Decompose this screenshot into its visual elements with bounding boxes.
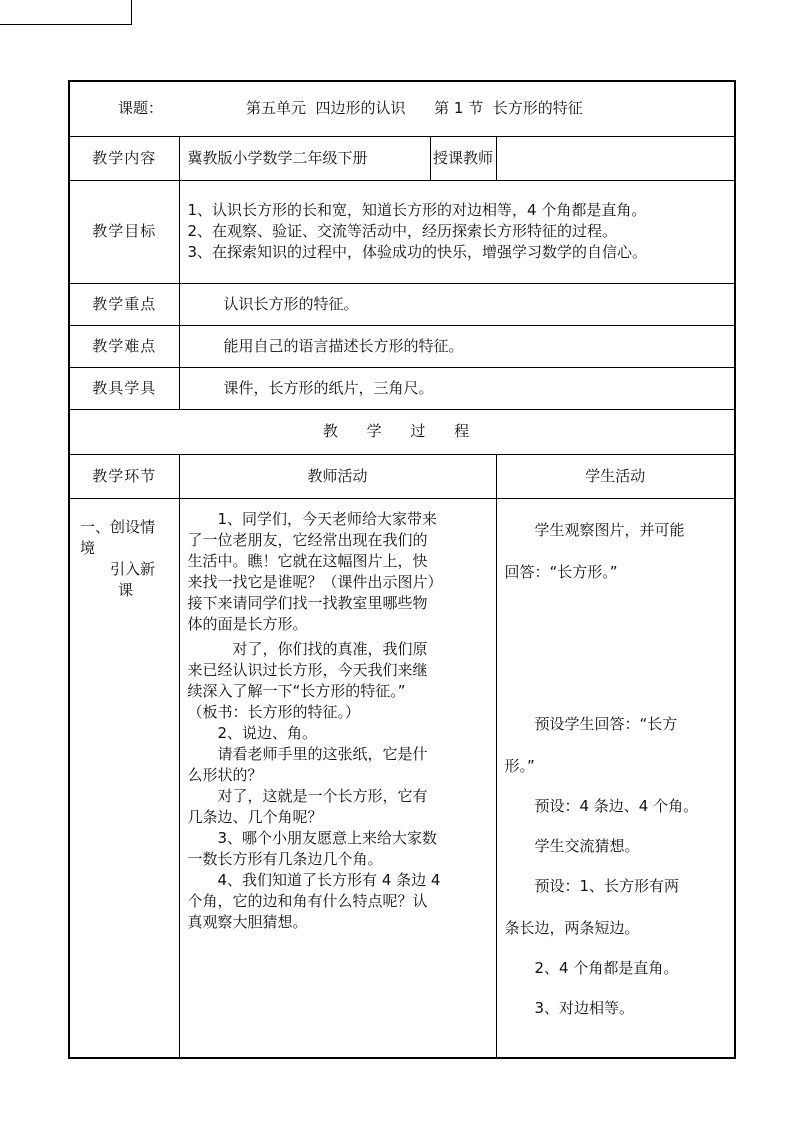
- student-line: 条长边，两条短边。: [504, 918, 640, 937]
- difficulty-label: 教学难点: [69, 325, 179, 367]
- goals-label: 教学目标: [69, 180, 179, 283]
- topic-text: 第五单元 四边形的认识 第 1 节 长方形的特征: [246, 99, 583, 118]
- teacher-line: 来找一找它是谁呢？（课件出示图片）: [187, 572, 443, 591]
- process-title-row: [69, 409, 735, 454]
- student-line: 3、对边相等。: [504, 998, 635, 1017]
- teacher-value: [496, 136, 735, 180]
- teacher-line: 几条边、几个角呢？: [187, 807, 323, 826]
- header-teacher-activity: 教师活动: [179, 454, 496, 498]
- student-line: 形。”: [504, 756, 535, 775]
- tools-label: 教具学具: [69, 367, 179, 409]
- teacher-line: 一数长方形有几条边几个角。: [187, 849, 383, 868]
- teacher-line: 来已经认识过长方形，今天我们来继: [187, 660, 428, 679]
- teacher-line: 个角，它的边和角有什么特点呢？认: [187, 891, 428, 910]
- teacher-line: （板书：长方形的特征。）: [187, 702, 361, 721]
- student-activity-cell: [496, 498, 735, 1058]
- goal-item: 2、在观察、验证、交流等活动中，经历探索长方形特征的过程。: [187, 222, 618, 240]
- teacher-line: 3、哪个小朋友愿意上来给大家数: [187, 828, 438, 847]
- process-title: 教 学 过 程: [69, 409, 735, 454]
- stage-line: 一、创设情: [80, 517, 156, 536]
- process-header-row: [69, 454, 735, 498]
- stage-line: 境: [80, 538, 96, 557]
- process-body-row: [69, 498, 735, 1058]
- key-point-row: [69, 283, 735, 325]
- teacher-line: 体的面是长方形。: [187, 614, 308, 633]
- goals-list: [179, 180, 735, 283]
- student-line: 2、4 个角都是直角。: [504, 958, 679, 977]
- corner-frame: [0, 0, 132, 25]
- content-label: 教学内容: [69, 136, 179, 180]
- teacher-line: 真观察大胆猜想。: [187, 912, 308, 931]
- student-line: 学生观察图片，并可能: [504, 520, 685, 539]
- header-student-activity: 学生活动: [496, 454, 735, 498]
- tools-value: 课件，长方形的纸片，三角尺。: [179, 367, 735, 409]
- stage-line: 引入新: [110, 559, 156, 578]
- content-row: [69, 136, 735, 180]
- student-line: 预设：4 条边、4 个角。: [504, 796, 699, 815]
- tools-row: [69, 367, 735, 409]
- teacher-line: 对了，这就是一个长方形，它有: [187, 786, 428, 805]
- content-value: 冀教版小学数学二年级下册: [179, 136, 430, 180]
- teacher-line: 生活中。瞧！它就在这幅图片上，快: [187, 551, 428, 570]
- teacher-activity-cell: [179, 498, 496, 1058]
- goal-item: 1、认识长方形的长和宽，知道长方形的对边相等，4 个角都是直角。: [187, 201, 647, 219]
- teacher-line: 么形状的？: [187, 765, 263, 784]
- teacher-line: 接下来请同学们找一找教室里哪些物: [187, 593, 428, 612]
- student-line: 学生交流猜想。: [504, 836, 640, 855]
- topic-row: [69, 81, 735, 136]
- difficulty-value: 能用自己的语言描述长方形的特征。: [179, 325, 735, 367]
- goals-row: [69, 180, 735, 283]
- key-point-label: 教学重点: [69, 283, 179, 325]
- teacher-line: 了一位老朋友，它经常出现在我们的: [187, 530, 428, 549]
- stage-cell: [69, 498, 179, 1058]
- teacher-line: 4、我们知道了长方形有 4 条边 4: [187, 870, 441, 889]
- teacher-line: 2、说边、角。: [187, 723, 318, 742]
- student-line: 回答：“长方形。”: [504, 562, 618, 581]
- goal-item: 3、在探索知识的过程中，体验成功的快乐，增强学习数学的自信心。: [187, 243, 648, 261]
- difficulty-row: [69, 325, 735, 367]
- student-line: 预设学生回答：“长方: [504, 714, 678, 733]
- lesson-plan-table: [68, 80, 736, 1059]
- header-stage: 教学环节: [69, 454, 179, 498]
- topic-label: 课题：: [118, 99, 164, 118]
- teacher-line: 对了，你们找的真准，我们原: [187, 639, 428, 658]
- teacher-line: 请看老师手里的这张纸，它是什: [187, 744, 428, 763]
- teacher-line: 1、同学们，今天老师给大家带来: [187, 509, 438, 528]
- key-point-value: 认识长方形的特征。: [179, 283, 735, 325]
- student-line: 预设：1、长方形有两: [504, 876, 680, 895]
- stage-line: 课: [118, 580, 134, 599]
- teacher-label: 授课教师: [430, 136, 496, 180]
- teacher-line: 续深入了解一下“长方形的特征。”: [187, 681, 406, 700]
